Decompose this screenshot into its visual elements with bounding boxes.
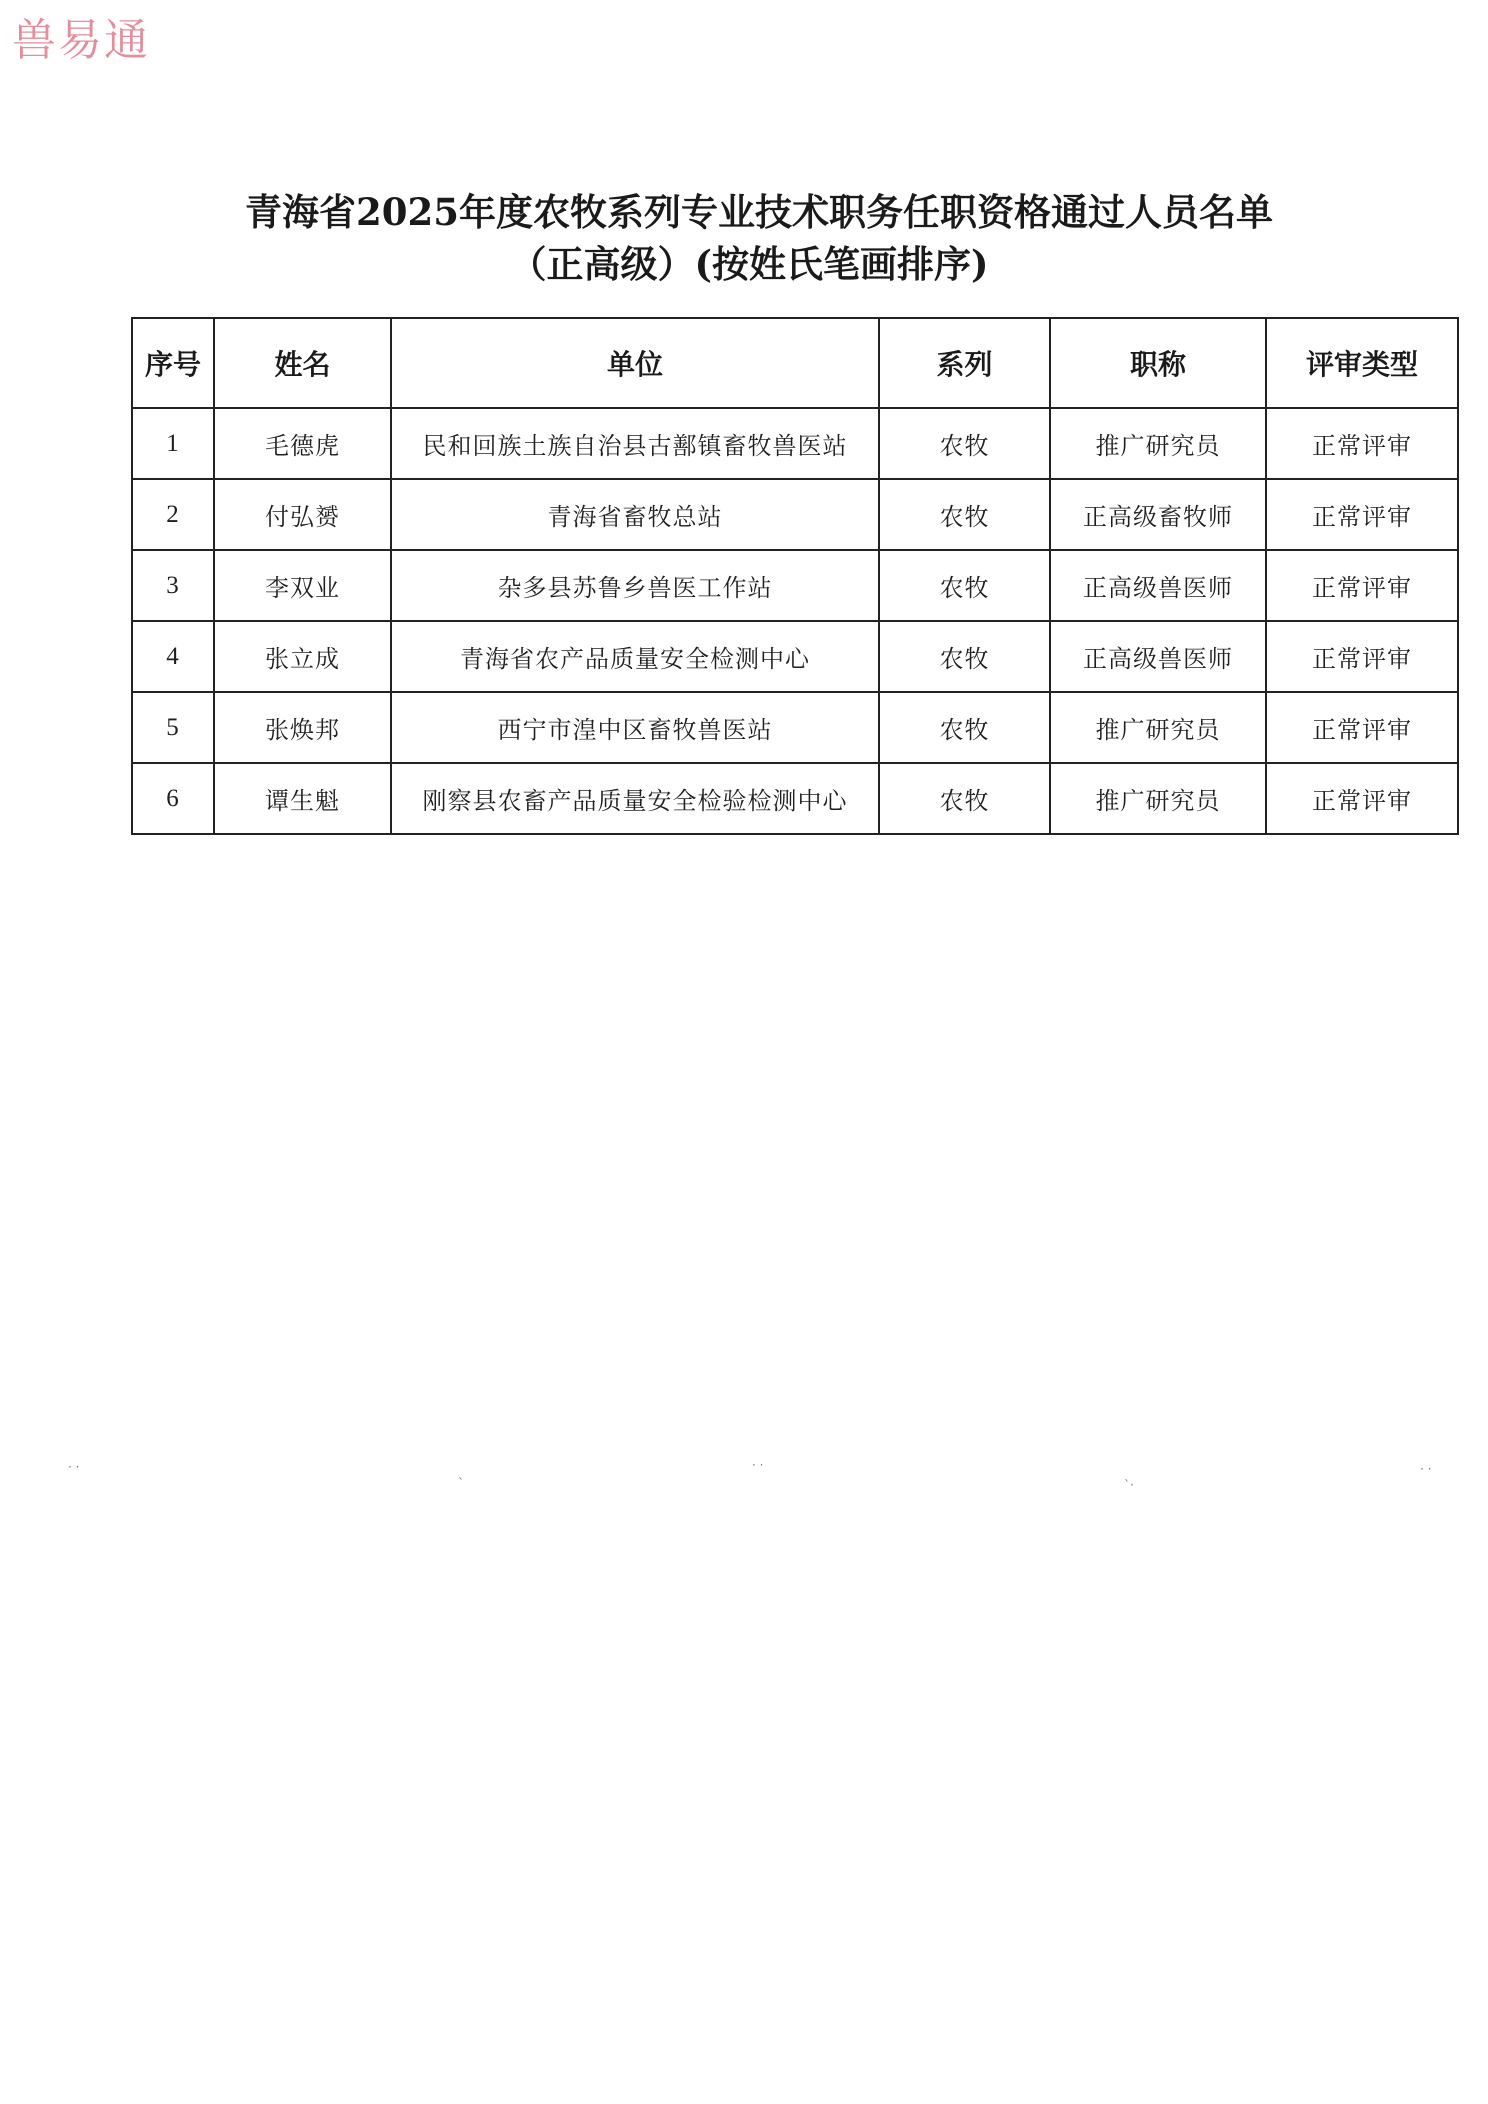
cell-unit: 刚察县农畜产品质量安全检验检测中心 [391,763,879,834]
cell-name: 谭生魁 [214,763,391,834]
cell-review-type: 正常评审 [1266,479,1458,550]
cell-unit: 民和回族土族自治县古鄯镇畜牧兽医站 [391,408,879,479]
scan-speck: ˋ [458,1476,464,1490]
cell-title: 正高级兽医师 [1050,550,1266,621]
cell-unit: 杂多县苏鲁乡兽医工作站 [391,550,879,621]
cell-title: 推广研究员 [1050,408,1266,479]
cell-title: 正高级畜牧师 [1050,479,1266,550]
table-header-row [132,318,1458,408]
cell-series: 农牧 [879,408,1050,479]
cell-series: 农牧 [879,621,1050,692]
watermark-logo: 兽易通 [12,15,150,66]
cell-index: 5 [132,692,214,763]
scan-speck: ˋ· [1124,1478,1134,1492]
cell-unit: 青海省农产品质量安全检测中心 [391,621,879,692]
cell-review-type: 正常评审 [1266,408,1458,479]
cell-review-type: 正常评审 [1266,763,1458,834]
table-row [132,692,1458,763]
table-row [132,479,1458,550]
cell-index: 3 [132,550,214,621]
cell-series: 农牧 [879,692,1050,763]
cell-unit: 青海省畜牧总站 [391,479,879,550]
cell-series: 农牧 [879,763,1050,834]
cell-name: 张焕邦 [214,692,391,763]
table-row [132,408,1458,479]
title-line-2: （正高级）(按姓氏笔画排序) [509,242,989,286]
scan-speck: · · [752,1458,764,1472]
cell-review-type: 正常评审 [1266,550,1458,621]
cell-name: 付弘赟 [214,479,391,550]
cell-index: 6 [132,763,214,834]
table-row [132,550,1458,621]
cell-index: 1 [132,408,214,479]
cell-series: 农牧 [879,550,1050,621]
cell-name: 毛德虎 [214,408,391,479]
header-unit: 单位 [391,318,879,408]
table-row [132,621,1458,692]
header-series: 系列 [879,318,1050,408]
table-row [132,763,1458,834]
title-line-1: 青海省2025年度农牧系列专业技术职务任职资格通过人员名单 [245,190,1273,234]
roster-table [131,317,1459,835]
document-title [0,186,1488,290]
scan-speck: · · [68,1460,80,1474]
cell-index: 4 [132,621,214,692]
cell-series: 农牧 [879,479,1050,550]
cell-name: 张立成 [214,621,391,692]
cell-review-type: 正常评审 [1266,692,1458,763]
cell-unit: 西宁市湟中区畜牧兽医站 [391,692,879,763]
cell-title: 推广研究员 [1050,763,1266,834]
cell-review-type: 正常评审 [1266,621,1458,692]
header-title: 职称 [1050,318,1266,408]
cell-title: 推广研究员 [1050,692,1266,763]
cell-index: 2 [132,479,214,550]
header-name: 姓名 [214,318,391,408]
scan-speck: · · [1420,1462,1432,1476]
header-review-type: 评审类型 [1266,318,1458,408]
header-index: 序号 [132,318,214,408]
cell-title: 正高级兽医师 [1050,621,1266,692]
cell-name: 李双业 [214,550,391,621]
